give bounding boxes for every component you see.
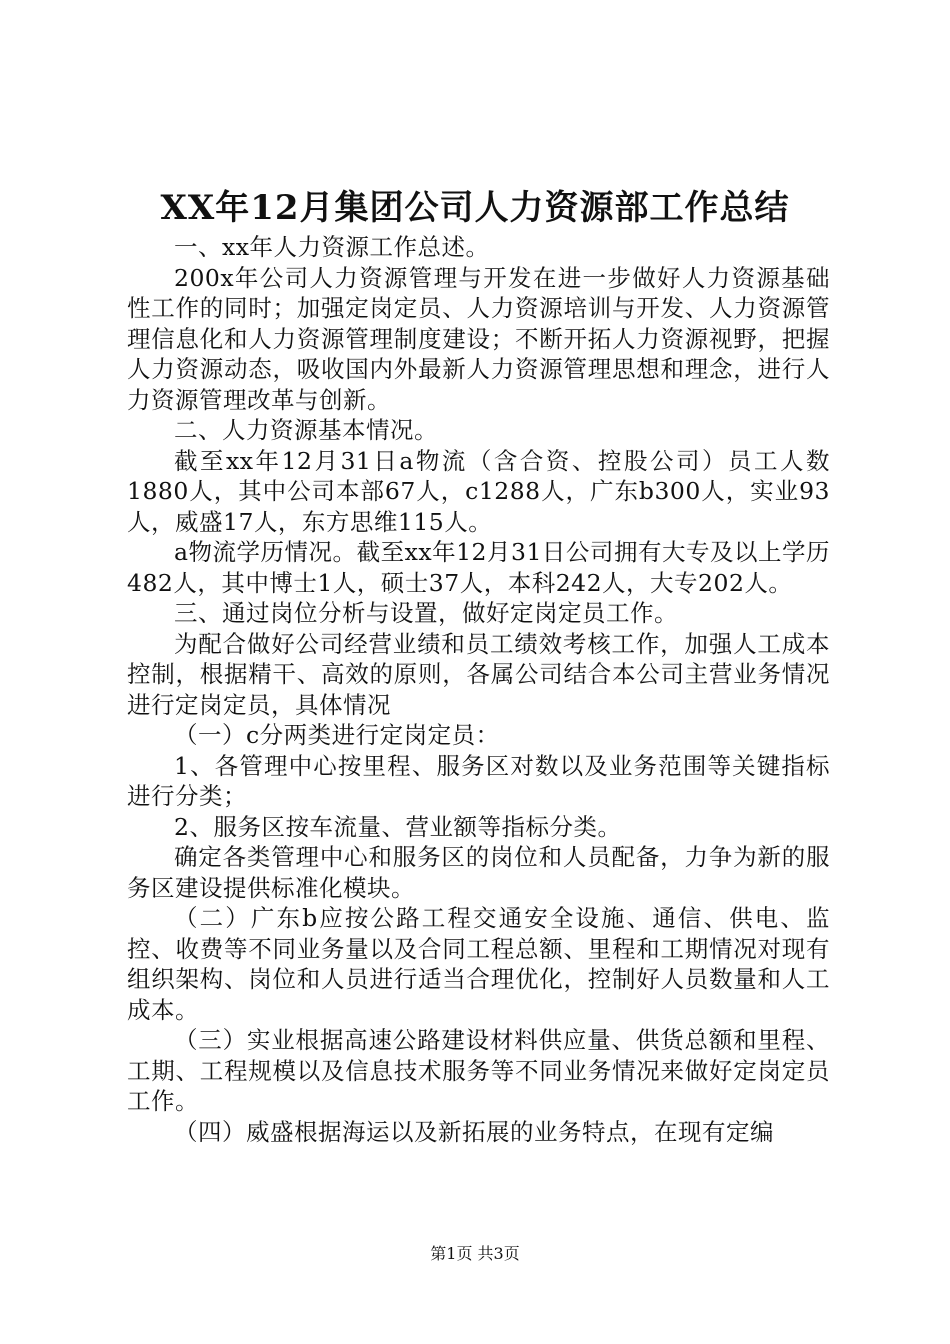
paragraph: 一、xx年人力资源工作总述。 [174,233,490,261]
paragraph: 200x年公司人力资源管理与开发在进一步做好人力资源基础性工作的同时；加强定岗定员、人力资源培训与开发、人力资源管理信息化和人力资源管理制度建设；不断开拓人力资源视野，把握人力资源动态，吸收国内外最新人力资源管理思想和理念，进行人力资源管理改革与创新。 [127,263,830,414]
paragraph: 2、服务区按车流量、营业额等指标分类。 [174,812,622,841]
document-title: XX年12月集团公司人力资源部工作总结 [160,188,790,228]
paragraph: 二、人力资源基本情况。 [174,416,438,444]
paragraph: 截至xx年12月31日a物流（含合资、控股公司）员工人数1880人，其中公司本部67人，c1288人，广东b300人，实业93人，威盛17人，东方思维115人。 [127,446,830,536]
paragraph: （二）广东b应按公路工程交通安全设施、通信、供电、监控、收费等不同业务量以及合同工程总额、里程和工期情况对现有组织架构、岗位和人员进行适当合理优化，控制好人员数量和人工成本。 [127,904,830,1024]
paragraph: 三、通过岗位分析与设置，做好定岗定员工作。 [174,599,678,627]
paragraph: 为配合做好公司经营业绩和员工绩效考核工作，加强人工成本控制，根据精干、高效的原则，各属公司结合本公司主营业务情况进行定岗定员，具体情况 [127,629,830,719]
paragraph: 1、各管理中心按里程、服务区对数以及业务范围等关键指标进行分类； [127,751,830,810]
document-body [127,232,830,1147]
paragraph: 确定各类管理中心和服务区的岗位和人员配备，力争为新的服务区建设提供标准化模块。 [127,843,830,902]
paragraph: （四）威盛根据海运以及新拓展的业务特点，在现有定编 [174,1117,774,1146]
paragraph: （三）实业根据高速公路建设材料供应量、供货总额和里程、工期、工程规模以及信息技术服务等不同业务情况来做好定岗定员工作。 [127,1026,830,1115]
paragraph: （一）c分两类进行定岗定员： [174,721,500,749]
paragraph: a物流学历情况。截至xx年12月31日公司拥有大专及以上学历482人，其中博士1人，硕士37人，本科242人，大专202人。 [127,538,830,597]
page-footer: 第1页 共3页 [430,1244,520,1263]
